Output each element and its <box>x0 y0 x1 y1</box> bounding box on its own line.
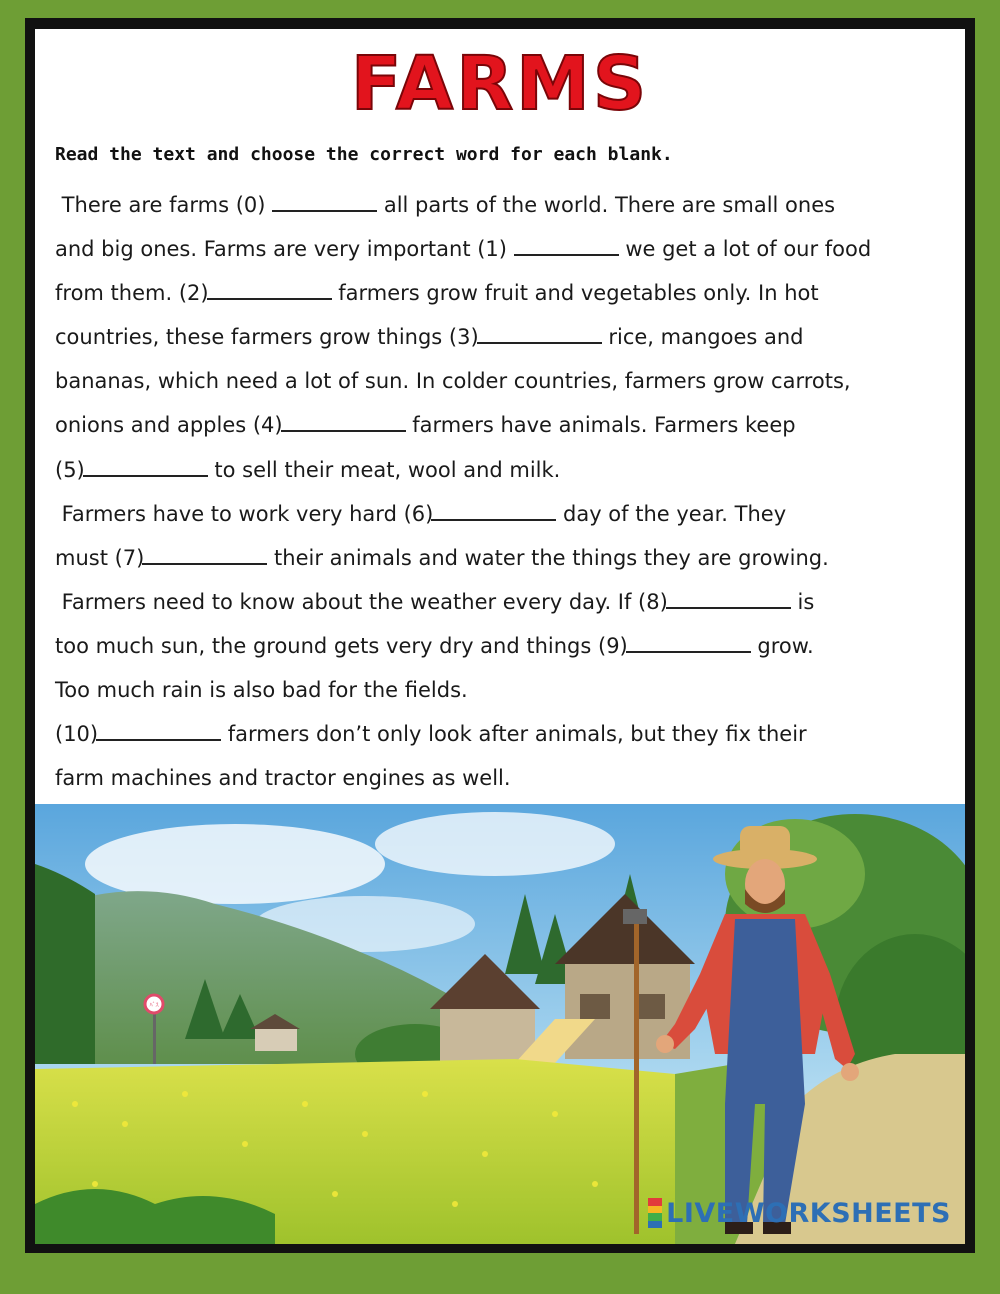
passage-line <box>55 271 955 315</box>
passage-line <box>55 756 955 800</box>
worksheet-frame <box>25 18 975 1253</box>
passage-text-segment: too much sun, the ground gets very dry and things (9) <box>55 633 628 658</box>
passage-text-segment: farmers have animals. Farmers keep <box>405 413 796 438</box>
passage-text-segment: their animals and water the things they are growing. <box>267 545 829 570</box>
passage-text-segment: Farmers have to work very hard (6) <box>55 501 434 526</box>
passage-text-segment: There are farms (0) <box>55 193 273 217</box>
page-title: FARMS <box>350 41 650 127</box>
passage-text-segment: to sell their meat, wool and milk. <box>207 457 561 482</box>
logo-mark-segment <box>648 1206 662 1214</box>
passage-line <box>55 359 955 403</box>
passage-text-segment: Too much rain is also bad for the fields. <box>55 678 468 703</box>
logo-text: LIVEWORKSHEETS <box>666 1197 951 1229</box>
answer-blank[interactable] <box>626 633 751 653</box>
passage-line <box>55 315 955 359</box>
answer-blank[interactable] <box>666 589 791 609</box>
passage-text-segment: (5) <box>55 457 85 482</box>
logo-mark-segment <box>648 1221 662 1229</box>
farm-illustration <box>35 804 965 1244</box>
passage-line <box>55 448 955 492</box>
passage-text-segment: countries, these farmers grow things (3) <box>55 325 479 350</box>
logo-mark-icon <box>648 1198 662 1228</box>
passage-line <box>55 403 955 447</box>
logo-mark-segment <box>648 1213 662 1221</box>
passage-text-segment: onions and apples (4) <box>55 413 283 438</box>
passage-text-segment: and big ones. Farms are very important (1) <box>55 237 514 262</box>
passage-line <box>55 712 955 756</box>
passage-text-segment: is <box>790 589 815 614</box>
passage-text-segment: all parts of the world. There are small ones <box>377 193 836 217</box>
worksheet-page <box>35 29 965 1244</box>
passage-text-segment: (10) <box>55 722 99 747</box>
answer-blank[interactable] <box>142 545 267 565</box>
passage-line <box>55 227 955 271</box>
svg-text:ﾊﾞｽ: ﾊﾞｽ <box>149 1002 159 1009</box>
passage-line <box>55 492 955 536</box>
passage-text-segment: from them. (2) <box>55 281 209 306</box>
passage-text-segment: Farmers need to know about the weather every day. If (8) <box>55 589 668 614</box>
passage-text-segment: farmers grow fruit and vegetables only. In hot <box>331 281 819 306</box>
passage-text-segment: rice, mangoes and <box>601 325 804 350</box>
passage-line <box>55 624 955 668</box>
answer-blank[interactable] <box>207 280 332 300</box>
passage-text-segment: grow. <box>750 633 814 658</box>
passage-text-segment: farmers don’t only look after animals, but they fix their <box>221 722 807 747</box>
passage-text <box>55 183 955 800</box>
answer-blank[interactable] <box>477 324 602 344</box>
passage-line <box>55 580 955 624</box>
passage-text-segment: bananas, which need a lot of sun. In colder countries, farmers grow carrots, <box>55 369 851 394</box>
passage-text-segment: day of the year. They <box>556 501 787 526</box>
answer-blank[interactable] <box>272 192 377 212</box>
answer-blank[interactable] <box>431 501 556 521</box>
answer-blank[interactable] <box>96 721 221 741</box>
answer-blank[interactable] <box>514 236 619 256</box>
answer-blank[interactable] <box>83 457 208 477</box>
liveworksheets-logo[interactable] <box>648 1196 951 1230</box>
logo-mark-segment <box>648 1198 662 1206</box>
instructions: Read the text and choose the correct word for each blank. <box>55 144 673 165</box>
passage-line <box>55 536 955 580</box>
passage-line <box>55 668 955 712</box>
passage-text-segment: must (7) <box>55 545 145 570</box>
passage-text-segment: we get a lot of our food <box>618 237 872 262</box>
passage-text-segment: farm machines and tractor engines as well. <box>55 766 511 791</box>
passage-line <box>55 183 955 227</box>
answer-blank[interactable] <box>281 412 406 432</box>
